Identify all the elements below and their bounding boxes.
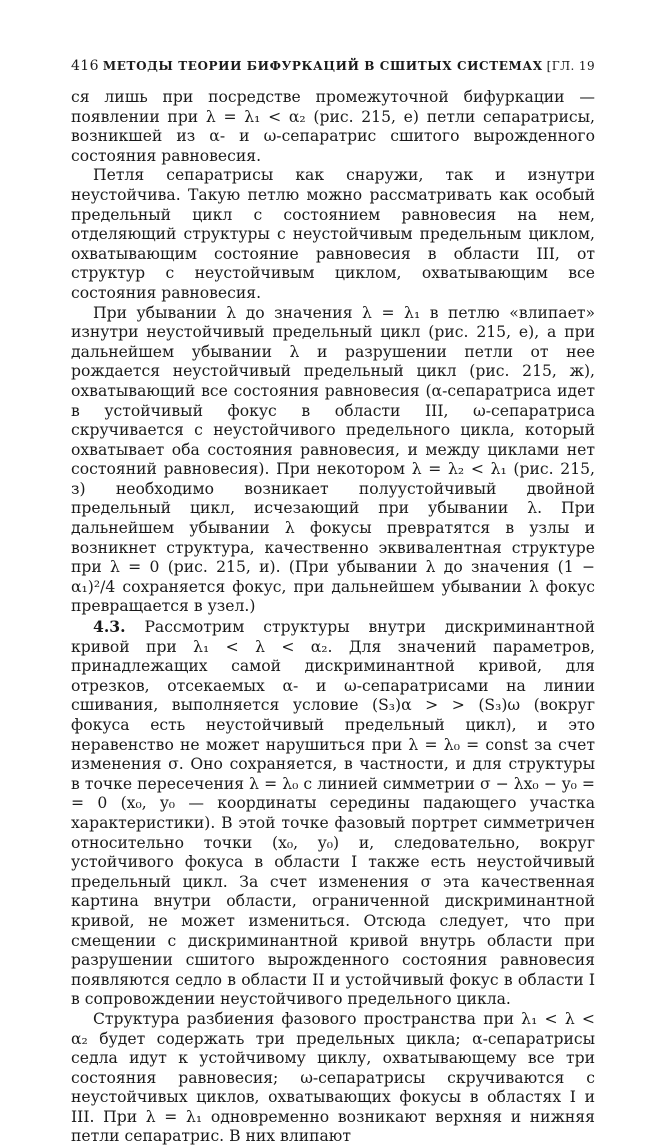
page-number: 416 [71, 58, 99, 74]
paragraph: Структура разбиения фазового пространства при λ₁ < λ < α₂ будет содержать три предельных цикла; α-сепаратрисы седла идут к устойчивому циклу, охватывающему все три состояния равновесия; ω-сепаратрисы скручиваются с неустойчивых циклов, охватывающих фокусы в областях I и III. При λ = λ₁ одновременно возникают верхняя и нижняя петли сепаратрис. В них влипают [71, 1009, 595, 1146]
page [71, 58, 595, 1147]
paragraph: ся лишь при посредстве промежуточной бифуркации — появлении при λ = λ₁ < α₂ (рис. 215, е) петли сепаратрисы, возникшей из α- и ω-сепаратрис сшитого вырожденного состояния равновесия. [71, 88, 595, 165]
running-head [71, 58, 595, 74]
paragraph-text: Рассмотрим структуры внутри дискриминантной кривой при λ₁ < λ < α₂. Для значений параметров, принадлежащих самой дискриминантной кривой, для отрезков, отсекаемых α- и ω-сепаратрисами на линии сшивания, выполняется условие (S₃)α > > (S₃)ω (вокруг фокуса есть неустойчивый предельный цикл), и это неравенство не может нарушиться при λ = λ₀ = const за счет изменения σ. Оно сохраняется, в частности, и для структуры в точке пересечения λ = λ₀ с линией симметрии σ − λx₀ − y₀ = = 0 (x₀, y₀ — координаты середины падающего участка характеристики). В этой точке фазовый портрет симметричен относительно точки (x₀, y₀) и, следовательно, вокруг устойчивого фокуса в области I также есть неустойчивый предельный цикл. За счет изменения σ эта качественная картина внутри области, ограниченной дискриминантной кривой, не может измениться. Отсюда следует, что при смещении с дискриминантной кривой внутрь области при разрушении сшитого вырожденного состояния равновесия появляются седло в области II и устойчивый фокус в области I в сопровождении неустойчивого предельного цикла. [71, 618, 595, 1009]
section-paragraph [71, 617, 595, 1010]
running-title: МЕТОДЫ ТЕОРИИ БИФУРКАЦИЙ В СШИТЫХ СИСТЕМАХ [102, 59, 543, 73]
body-text [71, 88, 595, 1147]
chapter-ref: [ГЛ. 19 [546, 59, 595, 73]
paragraph: Петля сепаратрисы как снаружи, так и изнутри неустойчива. Такую петлю можно рассматривать как особый предельный цикл с состоянием равновесия на нем, отделяющий структуры с неустойчивым предельным циклом, охватывающим состояние равновесия в области III, от структур с неустойчивым циклом, охватывающим все состояния равновесия. [71, 166, 595, 302]
paragraph: При убывании λ до значения λ = λ₁ в петлю «влипает» изнутри неустойчивый предельный цикл (рис. 215, е), а при дальнейшем убывании λ и разрушении петли от нее рождается неустойчивый предельный цикл (рис. 215, ж), охватывающий все состояния равновесия (α-сепаратриса идет в устойчивый фокус в области III, ω-сепаратриса скручивается с неустойчивого предельного цикла, который охватывает оба состояния равновесия, и между циклами нет состояний равновесия). При некотором λ = λ₂ < λ₁ (рис. 215, з) необходимо возникает полуустойчивый двойной предельный цикл, исчезающий при убывании λ. При дальнейшем убывании λ фокусы превратятся в узлы и возникнет структура, качественно эквивалентная структуре при λ = 0 (рис. 215, и). (При убывании λ до значения (1 − α₁)²/4 сохраняется фокус, при дальнейшем убывании λ фокус превращается в узел.) [71, 303, 595, 616]
section-number: 4.3. [93, 617, 126, 637]
